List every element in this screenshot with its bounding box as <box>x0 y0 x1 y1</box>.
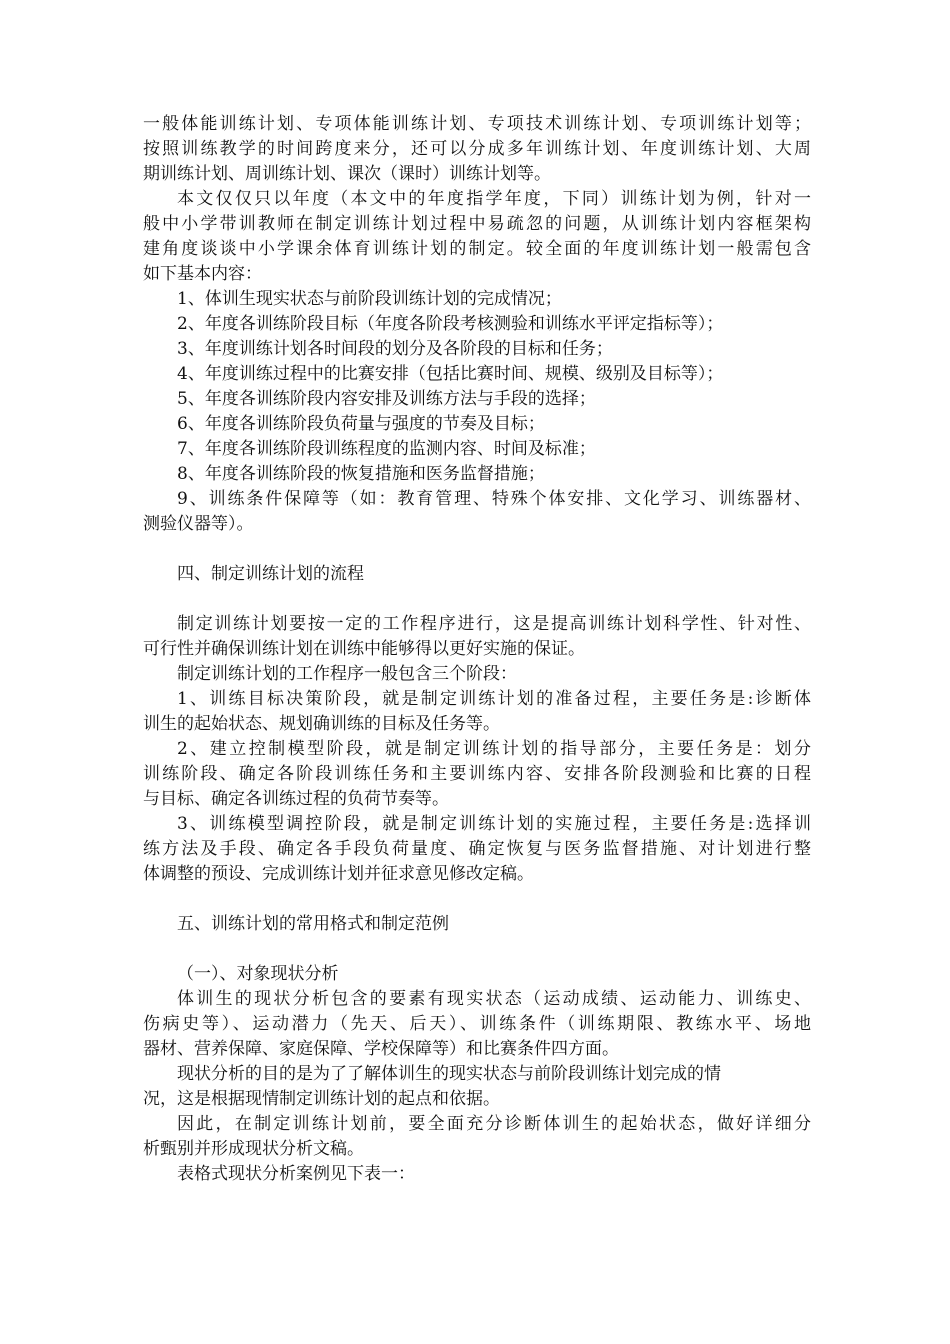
paragraph-table-reference: 表格式现状分析案例见下表一： <box>177 1164 415 1184</box>
text-line: 建角度谈谈中小学课余体育训练计划的制定。较全面的年度训练计划一般需包含 <box>143 239 811 259</box>
text-line: 训生的起始状态、规划确训练的目标及任务等。 <box>143 714 500 734</box>
stage-3 <box>143 812 811 887</box>
text-line: 本文仅仅只以年度（本文中的年度指学年度，下同）训练计划为例，针对一 <box>177 189 811 209</box>
text-line: 一般体能训练计划、专项体能训练计划、专项技术训练计划、专项训练计划等； <box>143 114 811 134</box>
list-item: 3、年度训练计划各时间段的划分及各阶段的目标和任务； <box>177 339 613 359</box>
paragraph-process <box>143 612 811 662</box>
section-heading: 五、训练计划的常用格式和制定范例 <box>177 914 449 934</box>
text-line: 训练阶段、确定各阶段训练任务和主要训练内容、安排各阶段测验和比赛的日程 <box>143 764 811 784</box>
text-line: 伤病史等）、运动潜力（先天、后天）、训练条件（训练期限、教练水平、场地 <box>143 1014 811 1034</box>
text-line: 体训生的现状分析包含的要素有现实状态（运动成绩、运动能力、训练史、 <box>177 989 811 1009</box>
text-line: 般中小学带训教师在制定训练计划过程中易疏忽的问题，从训练计划内容框架构 <box>143 214 811 234</box>
section-heading: 四、制定训练计划的流程 <box>177 564 364 584</box>
paragraph-stages-intro: 制定训练计划的工作程序一般包含三个阶段： <box>177 664 517 684</box>
paragraph-scope <box>143 187 811 287</box>
list-item: 2、年度各训练阶段目标（年度各阶段考核测验和训练水平评定指标等）； <box>177 314 724 334</box>
list-item: 4、年度训练过程中的比赛安排（包括比赛时间、规模、级别及目标等）； <box>177 364 724 384</box>
text-line: 器材、营养保障、家庭保障、学校保障等）和比赛条件四方面。 <box>143 1039 619 1059</box>
text-line: 可行性并确保训练计划在训练中能够得以更好实施的保证。 <box>143 639 585 659</box>
paragraph-status-purpose <box>143 1062 811 1112</box>
text-line: 2、建立控制模型阶段，就是制定训练计划的指导部分，主要任务是：划分 <box>177 739 811 759</box>
list-item: 6、年度各训练阶段负荷量与强度的节奏及目标； <box>177 414 545 434</box>
paragraph-therefore <box>143 1112 811 1162</box>
text-line: 与目标、确定各训练过程的负荷节奏等。 <box>143 789 449 809</box>
text-line: 按照训练教学的时间跨度来分，还可以分成多年训练计划、年度训练计划、大周 <box>143 139 811 159</box>
text-line: 1、训练目标决策阶段，就是制定训练计划的准备过程，主要任务是:诊断体 <box>177 689 811 709</box>
blank-line <box>143 537 811 562</box>
text-line: 体调整的预设、完成训练计划并征求意见修改定稿。 <box>143 864 534 884</box>
text-line: 因此，在制定训练计划前，要全面充分诊断体训生的起始状态，做好详细分 <box>177 1114 811 1134</box>
paragraph-intro-tail <box>143 112 811 187</box>
stage-1 <box>143 687 811 737</box>
text-line: 制定训练计划要按一定的工作程序进行，这是提高训练计划科学性、针对性、 <box>177 614 811 634</box>
text-line: 况，这是根据现情制定训练计划的起点和依据。 <box>143 1089 500 1109</box>
list-item: 8、年度各训练阶段的恢复措施和医务监督措施； <box>177 464 545 484</box>
document-page <box>143 112 811 1187</box>
blank-line <box>143 937 811 962</box>
list-item: 7、年度各训练阶段训练程度的监测内容、时间及标准； <box>177 439 596 459</box>
text-line: 3、训练模型调控阶段，就是制定训练计划的实施过程，主要任务是:选择训 <box>177 814 811 834</box>
text-line: 现状分析的目的是为了了解体训生的现实状态与前阶段训练计划完成的情 <box>177 1064 721 1084</box>
text-line: 练方法及手段、确定各手段负荷量度、确定恢复与医务监督措施、对计划进行整 <box>143 839 811 859</box>
list-item: 9、训练条件保障等（如：教育管理、特殊个体安排、文化学习、训练器材、 <box>177 489 811 509</box>
stage-2 <box>143 737 811 812</box>
list-item-continuation: 测验仪器等）。 <box>143 514 254 534</box>
content-list <box>143 287 811 537</box>
text-line: 析甄别并形成现状分析文稿。 <box>143 1139 364 1159</box>
list-item: 5、年度各训练阶段内容安排及训练方法与手段的选择； <box>177 389 596 409</box>
subsection-heading: （一）、对象现状分析 <box>177 964 339 984</box>
paragraph-status-factors <box>143 987 811 1062</box>
text-line: 期训练计划、周训练计划、课次（课时）训练计划等。 <box>143 164 551 184</box>
blank-line <box>143 887 811 912</box>
text-line: 如下基本内容： <box>143 264 262 284</box>
list-item: 1、体训生现实状态与前阶段训练计划的完成情况； <box>177 289 562 309</box>
blank-line <box>143 587 811 612</box>
